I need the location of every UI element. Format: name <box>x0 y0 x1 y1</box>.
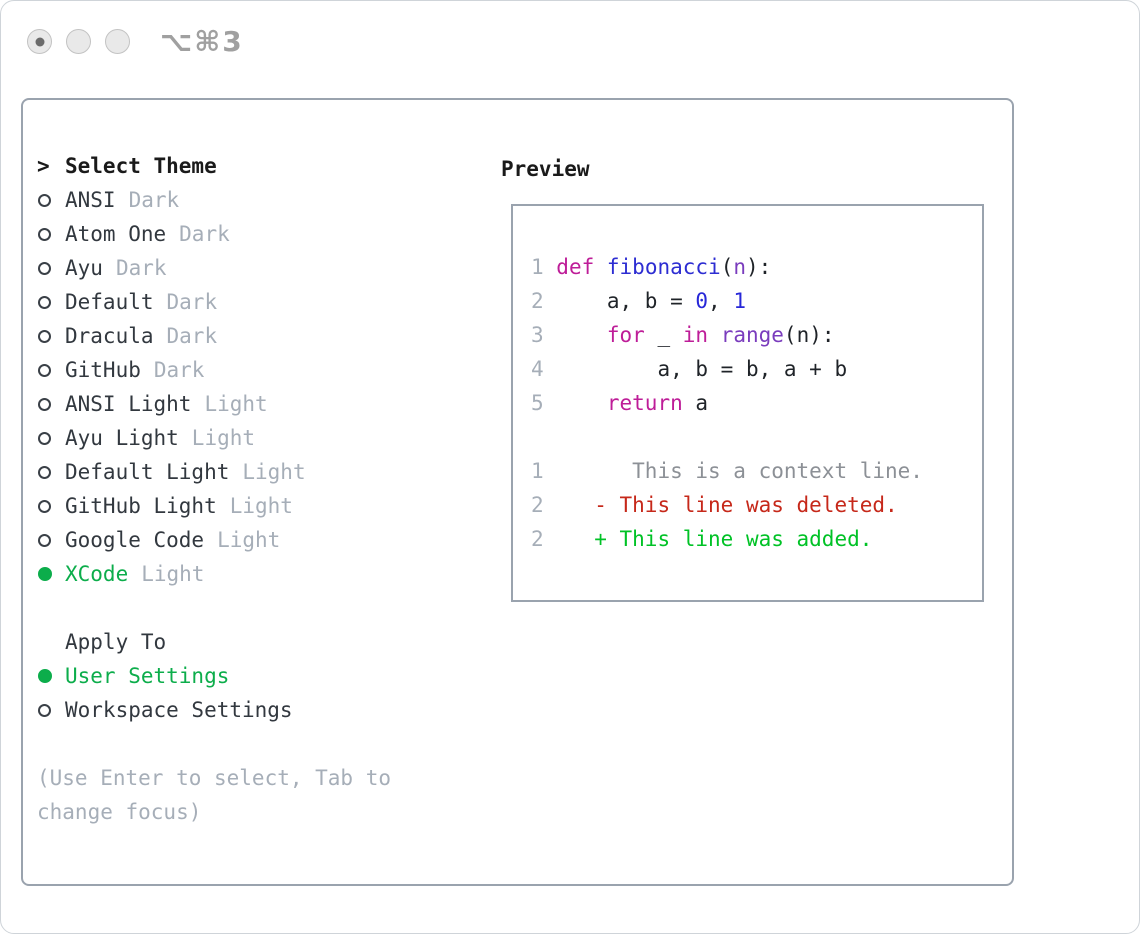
traffic-light-close-button[interactable] <box>27 29 52 54</box>
radio-unselected-icon <box>38 466 51 479</box>
code-token-keyword: for <box>606 323 645 347</box>
preview-title: Preview <box>501 157 590 181</box>
select-theme-header <box>37 149 429 183</box>
theme-variant-label: Light <box>242 460 306 484</box>
theme-variant-label: Dark <box>153 358 205 382</box>
theme-option[interactable] <box>37 285 429 319</box>
option-label: Atom One <box>65 222 167 246</box>
spacer <box>37 727 429 761</box>
theme-option[interactable] <box>37 523 429 557</box>
code-token-code <box>556 323 607 347</box>
window-shortcut-label: ⌥⌘3 <box>160 25 244 58</box>
option-label: GitHub <box>65 358 141 382</box>
option-label: Google Code <box>65 528 205 552</box>
traffic-light-dot-icon <box>35 37 44 46</box>
code-token-line_number: 1 <box>531 459 557 483</box>
code-token-number: 1 <box>733 289 746 313</box>
code-token-keyword: def <box>556 255 595 279</box>
theme-variant-label: Light <box>191 426 256 450</box>
prompt-caret-icon: > <box>37 154 50 178</box>
theme-option[interactable] <box>37 353 429 387</box>
option-label: Default <box>65 290 154 314</box>
code-token-code: ): <box>746 255 772 279</box>
code-token-code <box>556 527 594 551</box>
theme-option[interactable] <box>37 217 429 251</box>
code-token-code: a, b = <box>556 289 696 313</box>
option-label: Workspace Settings <box>65 698 293 722</box>
traffic-light-minimize-button[interactable] <box>66 29 91 54</box>
code-token-line_number: 2 <box>531 493 557 517</box>
code-token-function: fibonacci <box>606 255 721 279</box>
option-label: XCode <box>65 562 129 586</box>
theme-variant-label: Dark <box>166 290 218 314</box>
code-token-code: ( <box>720 255 734 279</box>
code-token-line_number: 3 <box>531 323 557 347</box>
theme-option[interactable] <box>37 319 429 353</box>
radio-unselected-icon <box>38 330 51 343</box>
theme-variant-label: Dark <box>128 188 180 212</box>
code-token-context: This is a context line. <box>632 459 923 483</box>
radio-unselected-icon <box>38 194 51 207</box>
apply-to-title: Apply To <box>65 630 167 654</box>
code-token-line_number: 4 <box>531 357 557 381</box>
radio-unselected-icon <box>38 364 51 377</box>
code-token-line_number: 2 <box>531 527 557 551</box>
code-token-type: n <box>733 255 746 279</box>
option-label: Default Light <box>65 460 230 484</box>
code-token-code: a <box>682 391 709 415</box>
code-token-deleted: - This line was deleted. <box>594 493 898 517</box>
apply-target-option[interactable] <box>37 693 429 727</box>
radio-unselected-icon <box>38 432 51 445</box>
select-theme-title: Select Theme <box>65 154 217 178</box>
code-token-code <box>556 493 594 517</box>
option-label: Dracula <box>65 324 154 348</box>
theme-list <box>37 183 429 591</box>
keyboard-hint-text: (Use Enter to select, Tab to change focus) <box>37 766 392 824</box>
code-token-code: , <box>708 289 734 313</box>
code-token-type: range <box>720 323 784 347</box>
traffic-light-zoom-button[interactable] <box>105 29 130 54</box>
theme-variant-label: Light <box>229 494 293 518</box>
code-token-code: (n): <box>783 323 835 347</box>
preview-code-block <box>513 206 982 556</box>
theme-variant-label: Dark <box>179 222 230 246</box>
theme-option[interactable] <box>37 455 429 489</box>
code-token-keyword: return <box>606 391 683 415</box>
radio-unselected-icon <box>38 262 51 275</box>
theme-option[interactable] <box>37 183 429 217</box>
code-token-number: 0 <box>695 289 709 313</box>
theme-variant-label: Dark <box>115 256 167 280</box>
code-token-line_number: 2 <box>531 289 557 313</box>
option-label: ANSI Light <box>65 392 192 416</box>
theme-sidebar <box>37 149 429 829</box>
radio-selected-icon <box>38 669 52 683</box>
code-token-keyword: in <box>682 323 709 347</box>
code-token-code: _ <box>644 323 683 347</box>
radio-selected-icon <box>38 567 52 581</box>
radio-unselected-icon <box>38 296 51 309</box>
theme-option[interactable] <box>37 557 429 591</box>
theme-option[interactable] <box>37 489 429 523</box>
radio-unselected-icon <box>38 704 51 717</box>
option-label: Ayu Light <box>65 426 179 450</box>
code-token-code <box>708 323 721 347</box>
code-token-code <box>556 459 632 483</box>
radio-unselected-icon <box>38 534 51 547</box>
radio-unselected-icon <box>38 228 51 241</box>
radio-unselected-icon <box>38 500 51 513</box>
code-token-code: a, b = b, a + b <box>556 357 848 381</box>
radio-unselected-icon <box>38 398 51 411</box>
apply-to-header <box>37 625 429 659</box>
theme-variant-label: Light <box>204 392 268 416</box>
code-token-code <box>556 391 607 415</box>
apply-to-list <box>37 659 429 727</box>
code-token-line_number: 1 <box>531 255 557 279</box>
code-token-code <box>594 255 607 279</box>
theme-variant-label: Light <box>217 528 281 552</box>
theme-option[interactable] <box>37 387 429 421</box>
option-label: GitHub Light <box>65 494 217 518</box>
theme-option[interactable] <box>37 421 429 455</box>
preview-pane <box>511 204 984 602</box>
apply-target-option[interactable] <box>37 659 429 693</box>
option-label: ANSI <box>65 188 116 212</box>
code-token-added: + This line was added. <box>594 527 873 551</box>
code-token-line_number: 5 <box>531 391 557 415</box>
theme-variant-label: Light <box>141 562 205 586</box>
option-label: Ayu <box>65 256 103 280</box>
theme-option[interactable] <box>37 251 429 285</box>
titlebar <box>27 25 244 58</box>
option-label: User Settings <box>65 664 230 688</box>
spacer <box>37 591 429 625</box>
theme-variant-label: Dark <box>166 324 218 348</box>
